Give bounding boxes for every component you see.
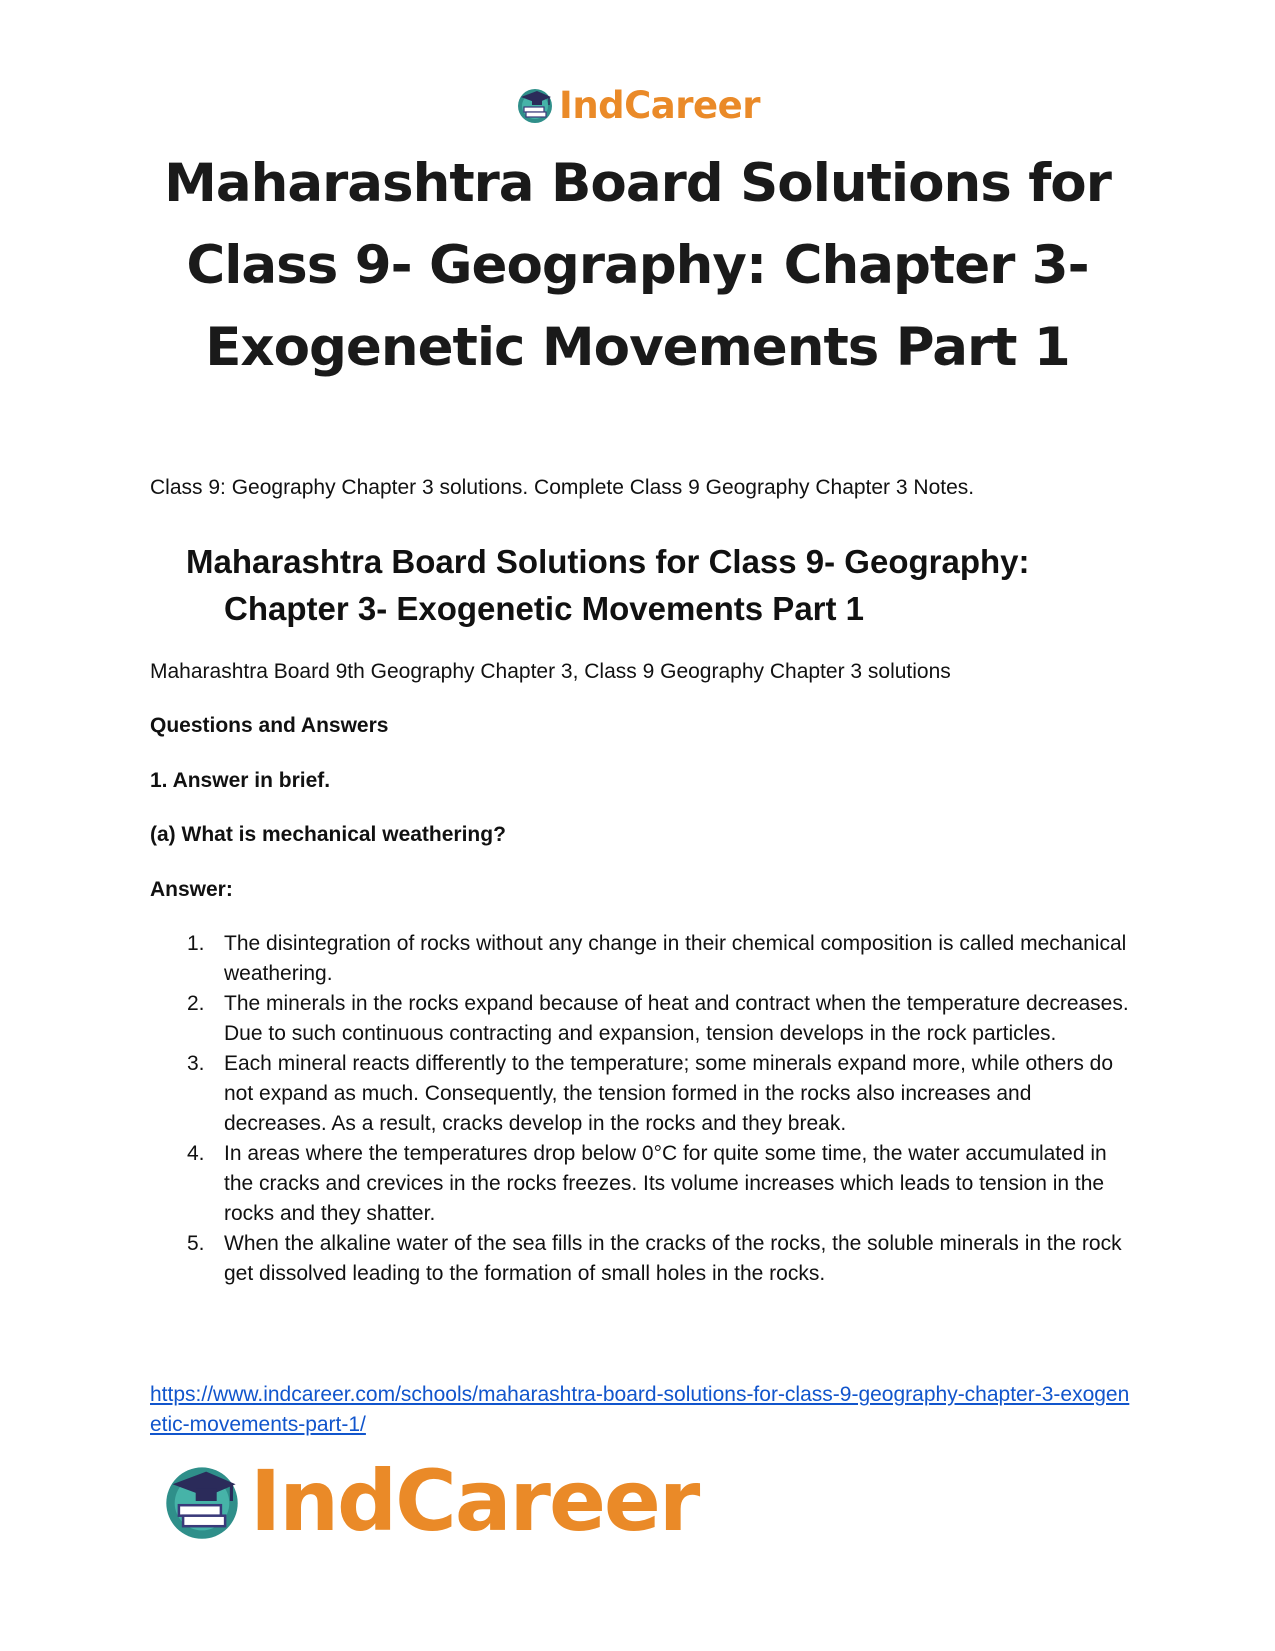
- question-group: 1. Answer in brief.: [150, 769, 331, 792]
- answer-label: Answer:: [150, 878, 233, 901]
- page-title: Maharashtra Board Solutions for Class 9- Geography: Chapter 3- Exogenetic Movements Part 1: [164, 153, 1111, 378]
- list-item-text: When the alkaline water of the sea fills in the cracks of the rocks, the soluble minerals in the rock get dissolved leading to the formation of small holes in the rocks.: [224, 1232, 1122, 1285]
- header-logo: [0, 80, 1275, 130]
- list-item-number: 3.: [187, 1052, 205, 1075]
- list-item-text: In areas where the temperatures drop below 0°C for quite some time, the water accumulated in the cracks and crevices in the rocks freezes. Its volume increases which leads to tension in the rocks and they shatter.: [224, 1142, 1107, 1225]
- subtitle-text: Maharashtra Board 9th Geography Chapter 3, Class 9 Geography Chapter 3 solutions: [150, 660, 951, 683]
- list-item-number: 5.: [187, 1232, 205, 1255]
- section-heading-line-2: Chapter 3- Exogenetic Movements Part 1: [224, 590, 865, 627]
- list-item: [150, 929, 1130, 989]
- brand-name: IndCareer: [559, 83, 760, 127]
- intro-text: Class 9: Geography Chapter 3 solutions. Complete Class 9 Geography Chapter 3 Notes.: [150, 476, 975, 499]
- graduation-cap-book-globe-icon: [515, 85, 555, 125]
- source-link[interactable]: https://www.indcareer.com/schools/maharashtra-board-solutions-for-class-9-geography-chapter-3-exogenetic-movements-part-1/: [150, 1383, 1130, 1436]
- list-item: [150, 1139, 1130, 1229]
- brand-name: IndCareer: [250, 1452, 699, 1550]
- list-item-number: 2.: [187, 992, 205, 1015]
- list-item: [150, 1229, 1130, 1289]
- graduation-cap-book-globe-icon: [160, 1459, 244, 1543]
- list-item: [150, 989, 1130, 1049]
- list-item-text: The minerals in the rocks expand because of heat and contract when the temperature decreases. Due to such continuous contracting and expansion, tension develops in the rock particles.: [224, 992, 1129, 1045]
- questions-heading: Questions and Answers: [150, 714, 389, 737]
- list-item-number: 1.: [187, 932, 205, 955]
- footer-logo: [160, 1452, 699, 1550]
- list-item-text: Each mineral reacts differently to the temperature; some minerals expand more, while others do not expand as much. Consequently, the tension formed in the rocks also increases and decreases. As a result, cracks develop in the rocks and they break.: [224, 1052, 1114, 1135]
- section-heading-line-1: Maharashtra Board Solutions for Class 9- Geography:: [186, 543, 1030, 580]
- list-item-number: 4.: [187, 1142, 205, 1165]
- list-item-text: The disintegration of rocks without any change in their chemical composition is called mechanical weathering.: [224, 932, 1127, 985]
- question-a: (a) What is mechanical weathering?: [150, 823, 506, 846]
- answer-list: [150, 929, 1130, 1289]
- list-item: [150, 1049, 1130, 1139]
